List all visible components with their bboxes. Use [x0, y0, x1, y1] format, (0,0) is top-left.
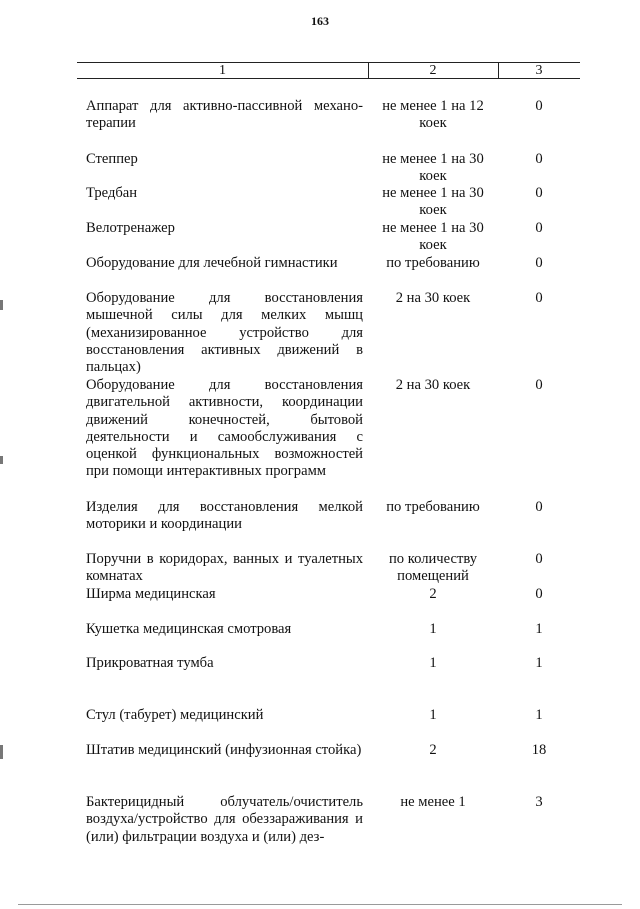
requirement: не менее 1 на 12 коек: [382, 98, 484, 132]
count: 1: [535, 621, 543, 637]
requirement: не менее 1: [400, 794, 466, 810]
equipment-name: Поручни в коридорах, ванных и туалетных комнатах: [86, 551, 363, 585]
equipment-name: Ширма медицинская: [86, 586, 216, 602]
requirement: 1: [429, 707, 437, 723]
requirement: 1: [429, 655, 437, 671]
count: 0: [535, 151, 543, 167]
equipment-name: Тредбан: [86, 185, 138, 201]
requirement: 1: [429, 621, 437, 637]
equipment-name: Оборудование для восстановления двигательной активности, координации движений конечностей, бытовой деятельности и самообслуживания с оценкой функциональных возможностей при помощи интерактивных программ: [86, 377, 363, 480]
count: 0: [535, 185, 543, 201]
requirement: по требованию: [386, 255, 480, 271]
equipment-name: Степпер: [86, 151, 138, 167]
header-col-1: 1: [77, 63, 369, 78]
count: 0: [535, 98, 543, 114]
count: 1: [535, 655, 543, 671]
equipment-name: Оборудование для восстановления мышечной силы для мелких мышц (механизированное устройство для восстановления активных движений в пальцах): [86, 290, 363, 376]
requirement: 2: [429, 586, 437, 602]
count: 0: [535, 499, 543, 515]
equipment-name: Штатив медицинский (инфузионная стойка): [86, 742, 362, 758]
header-col-3: 3: [535, 63, 543, 78]
requirement: не менее 1 на 30 коек: [382, 185, 484, 219]
page-number: 163: [311, 14, 329, 28]
requirement: по количеству помещений: [388, 551, 478, 585]
count: 0: [535, 290, 543, 306]
count: 0: [535, 586, 543, 602]
margin-mark: [0, 745, 3, 759]
equipment-name: Велотренажер: [86, 220, 175, 236]
count: 0: [535, 255, 543, 271]
requirement: не менее 1 на 30 коек: [382, 220, 484, 254]
table-header: [77, 62, 580, 79]
count: 0: [535, 220, 543, 236]
equipment-name: Оборудование для лечебной гимнастики: [86, 255, 338, 271]
requirement: 2 на 30 коек: [395, 290, 471, 306]
requirement: 2 на 30 коек: [395, 377, 471, 393]
requirement: по требованию: [386, 499, 480, 515]
header-col-2: 2: [368, 63, 499, 78]
equipment-name: Прикроватная тумба: [86, 655, 214, 671]
count: 0: [535, 551, 543, 567]
equipment-name: Бактерицидный облучатель/очиститель воздуха/устройство для обеззараживания и (или) фильтрации воздуха и (или) дез-: [86, 794, 363, 845]
count: 1: [535, 707, 543, 723]
count: 0: [535, 377, 543, 393]
equipment-name: Стул (табурет) медицинский: [86, 707, 264, 723]
requirement: не менее 1 на 30 коек: [382, 151, 484, 185]
count: 3: [535, 794, 543, 810]
requirement: 2: [429, 742, 437, 758]
count: 18: [531, 742, 547, 758]
scan-edge-line: [18, 904, 622, 905]
equipment-name: Изделия для восстановления мелкой моторики и координации: [86, 499, 363, 533]
margin-mark: [0, 456, 3, 464]
equipment-name: Кушетка медицинская смотровая: [86, 621, 292, 637]
equipment-name: Аппарат для активно-пассивной механо-терапии: [86, 98, 363, 132]
margin-mark: [0, 300, 3, 310]
